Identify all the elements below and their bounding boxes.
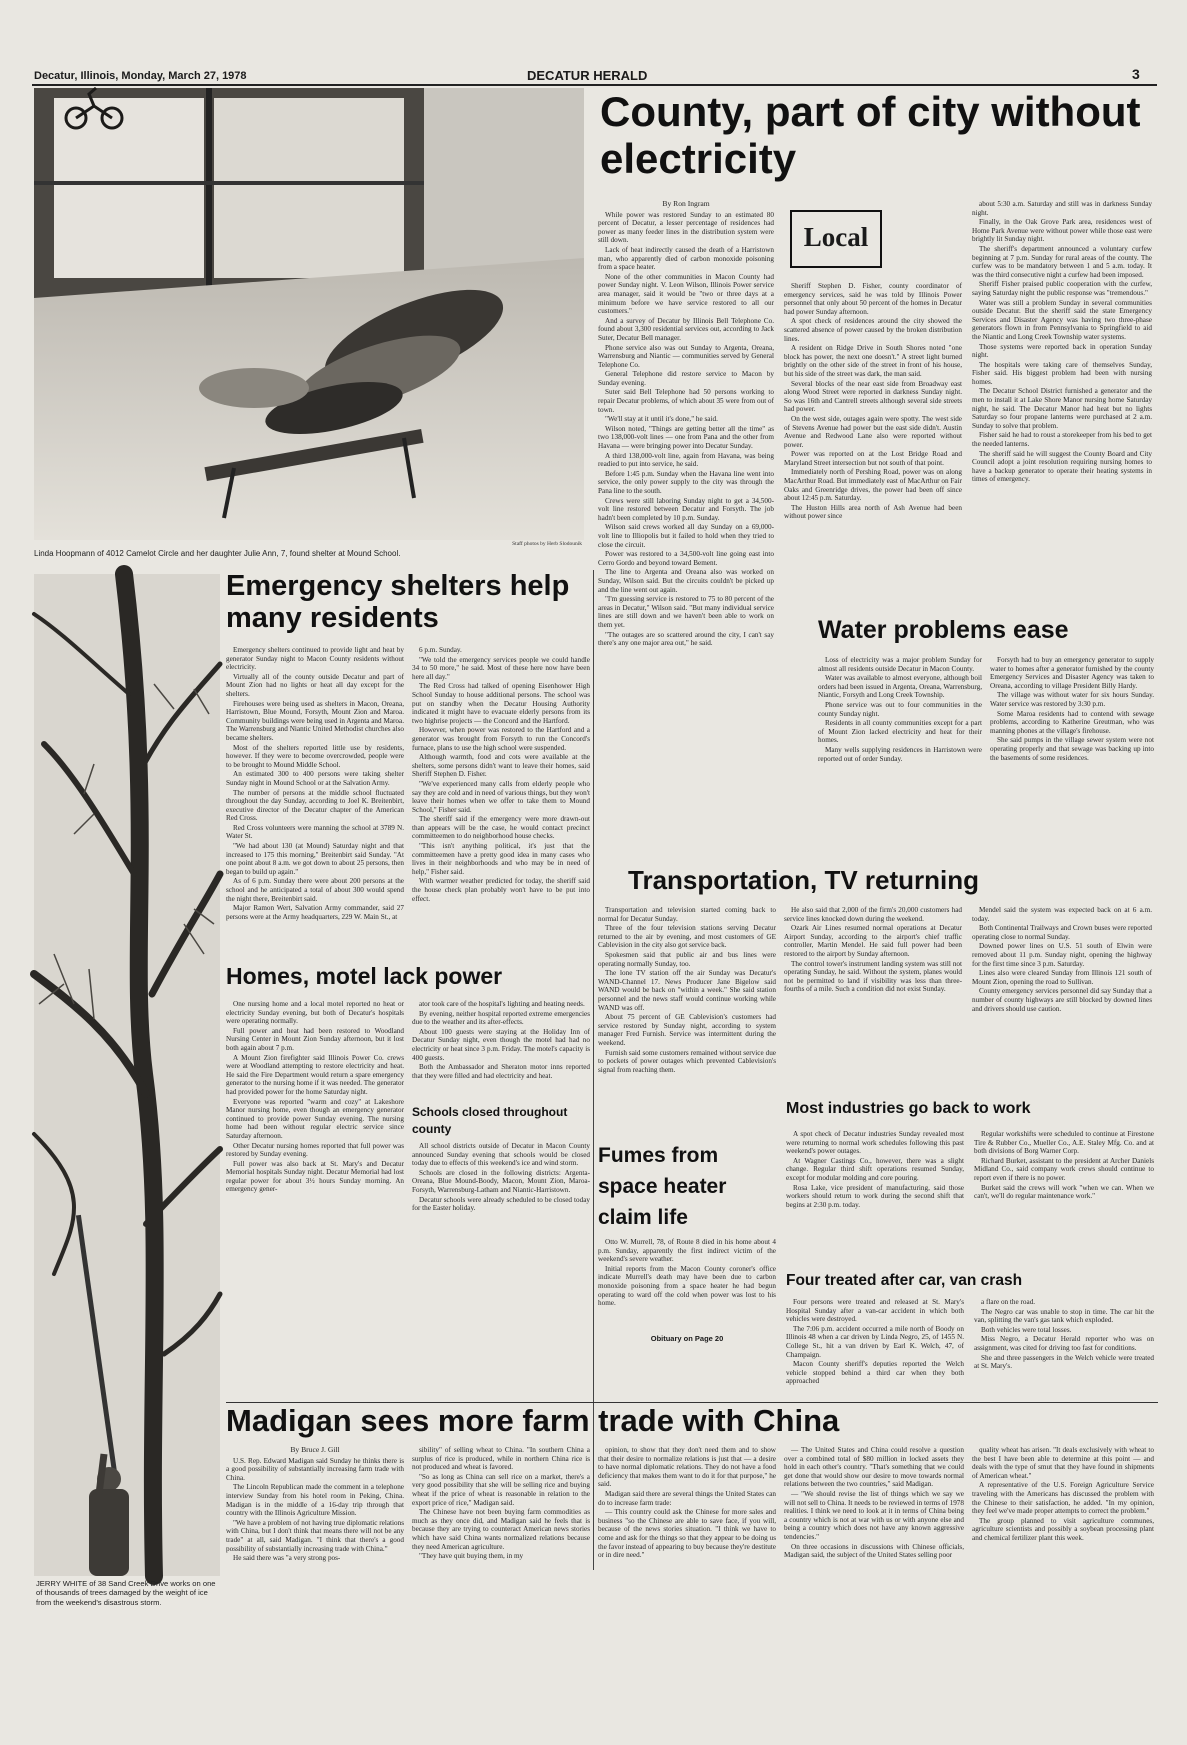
water-headline: Water problems ease [818,616,1069,644]
transport-column-3: Mendel said the system was expected back on at 6 a.m. today. Both Continental Trailways and Crown buses were reported operating close to normal Sunday. Downed power lines on U.S. 51 south of Elwin were removed about 11 p.m. Sunday night, opening the highway for the first time since 3 p.m. Saturday. Lines also were cleared Sunday from Illinois 121 south of Mount Zion, opening the road to Sullivan. County emergency services personnel did say Sunday that a number of county highways are still blocked by downed lines and drivers should use caution. [972,906,1152,1013]
lead-column-1: By Ron Ingram While power was restored Sunday to an estimated 80 percent of Decatur, a lesser percentage of residences had power as many feeder lines in the distribution system were still down. Lack of heat indirectly caused the death of a Harristown man, who apparently died of carbon monoxide poisoning from a space heater. None of the other communities in Macon County had power Sunday night. V. Leon Wilson, Illinois Power service area manager, said it would be "two or three days at a minimum before we have service restored to all our customers." And a survey of Decatur by Illinois Bell Telephone Co. found about 3,300 residential services out, according to Jack Suter, Decatur Bell manager. Phone service also was out Sunday to Argenta, Oreana, Warrensburg and Niantic — communities served by General Telephone Co. General Telephone did restore service to Macon by Sunday evening. Suter said Bell Telephone had 50 persons working to repair Decatur problems, of which about 35 were from out of town. "We'll stay at it until it's done," he said. Wilson noted, "Things are getting better all the time" as two 138,000-volt lines — one from Pana and the other from Havana — were bringing power into Decatur Sunday. A third 138,000-volt line, again from Havana, was being readied to put into service, he said. Before 1:45 p.m. Sunday when the Havana line went into service, the only power supply to the city was through the Pana line to the south. Crews were still laboring Sunday night to get a 34,500-volt line restored between Decatur and Forsyth. The job hadn't been completed by 10 p.m. Sunday. Wilson said crews worked all day Sunday on a 69,000-volt line to Illiopolis but it failed to hold when they tried to close the circuit. Power was restored to a 34,500-volt line going east into Cerro Gordo and beyond toward Bement. The line to Argenta and Oreana also was worked on Sunday, Wilson said. But the circuits couldn't be picked up and the line went out again. "I'm guessing service is restored to 75 to 80 percent of the areas in Decatur," Wilson said. "But many individual service lines are still down and we haven't been able to work on them yet. "The outages are so scattered around the city, I can't say there's any one major area out," he said. [598,199,774,648]
homes-column-2: ator took care of the hospital's lighting and heating needs. By evening, neither hospital reported extreme emergencies due to the weather and its after-effects. About 100 guests were staying at the Holiday Inn of Decatur Sunday night, even though the motel had had no electricity or heat since 3 p.m. Friday. The motel's capacity is 400 guests. Both the Ambassador and Sheraton motor inns reported that they were filled and had electricity and heat. [412,1000,590,1080]
shelter-photo [34,88,584,540]
four-column-2: a flare on the road. The Negro car was unable to stop in time. The car hit the van, splitting the van's gas tank which exploded. Both vehicles were total losses. Miss Negro, a Decatur Herald reporter who was on assignment, was cited for driving too fast for conditions. She and three passengers in the Welch vehicle were treated at St. Mary's. [974,1298,1154,1371]
local-section-label: Local [790,210,882,268]
industries-column-2: Regular workshifts were scheduled to continue at Firestone Tire & Rubber Co., Mueller Co., A.E. Staley Mfg. Co. and at both divisions of Borg Warner Corp. Richard Burket, assistant to the president at Archer Daniels Midland Co., said company work crews should continue to report even if there is no power. Burket said the crews will work "when we can. When we can't, we'll do regular maintenance work." [974,1130,1154,1201]
lead-column-2: Sheriff Stephen D. Fisher, county coordinator of emergency services, said he was told by Illinois Power personnel that only about 50 percent of the homes in Decatur had power Sunday afternoon. A spot check of residences around the city showed the scattered absence of power caused by the broken distribution lines. A resident on Ridge Drive in South Shores noted "one block has power, the next one doesn't." A street light burned brightly on the other side of the street in front of his house, but his side of the street was dark, the man said. Several blocks of the near east side from Broadway east along Wood Street were reported in darkness Sunday night. So was 16th and Cantrell streets although several side streets had power. On the west side, outages again were spotty. The west side of Stevens Avenue had power but the east side didn't. Austin Avenue and Redwood Lane also were reported without power. Power was reported on at the Lost Bridge Road and Maryland Street intersection but not south of that point. Immediately north of Pershing Road, power was on along MacArthur Road. But immediately east of MacArthur on Fair Oaks and Greenridge drives, the power had been off since about 12:45 p.m. Saturday. The Huston Hills area north of Ash Avenue had been without power since [784,282,962,521]
four-column-1: Four persons were treated and released at St. Mary's Hospital Sunday after a van-car accident in which both vehicles were destroyed. The 7:06 p.m. accident occurred a mile north of Boody on Illinois 48 when a car driven by Linda Negro, 25, of 1455 N. College St., hit a van driven by Earl K. Welch, 47, of Champaign. Macon County sheriff's deputies reported the Welch vehicle stopped behind a third car when they both approached [786,1298,964,1386]
photo-credit: Staff photos by Herb Slodounik [512,541,582,547]
shelter-photo-caption: Linda Hoopmann of 4012 Camelot Circle and her daughter Julie Ann, 7, found shelter at Mound School. [34,549,401,558]
shelters-headline: Emergency shelters help many residents [226,570,570,635]
fumes-headline: Fumes from space heater claim life [598,1144,727,1229]
fumes-story: Otto W. Murrell, 78, of Route 8 died in his home about 4 p.m. Sunday, apparently the first indirect victim of the weekend's severe weather. Initial reports from the Macon County coroner's office indicate Murrell's death may have been due to carbon monoxide poisoning from a space heater he had begun operating to ward off the cold when power was lost to his home. [598,1238,776,1308]
paper-name: DECATUR HERALD [527,68,648,83]
madigan-column-3: opinion, to show that they don't need them and to show that their desire to normalize relations is just that — a desire to have normal diplomatic relations. They do not have a food deficiency that makes them want to do it for that purpose," he said. Madigan said there are several things the United States can do to increase farm trade: — This country could ask the Chinese for more sales and business "so the Chinese are able to save face, if you will, because of the news stories situation. "I think we have to come and ask for the things so that they appear to be doing us the favor instead of appearing to buy because they're destitute or in dire need." [598,1446,776,1560]
industries-headline: Most industries go back to work [786,1100,1031,1117]
dateline: Decatur, Illinois, Monday, March 27, 1978 [34,70,247,82]
lead-column-3: about 5:30 a.m. Saturday and still was in darkness Sunday night. Finally, in the Oak Grove Park area, residences west of Home Park Avenue were without power while those east were brightly lit Sunday night. The sheriff's department announced a voluntary curfew beginning at 7 p.m. Sunday for rural areas of the county. The curfew was to be mandatory between 1 and 5 a.m. today. It was the third consecutive night a curfew had been imposed. Sheriff Fisher praised public cooperation with the curfew, saying Saturday night the public response was "tremendous." Water was still a problem Sunday in several communities outside Decatur. But the sheriff said the state Emergency Services and Disaster Agency was having two three-phase generators flown in from Pennsylvania to Springfield to aid the Niantic and Long Creek Township water systems. Those systems were reported back in operation Sunday night. The hospitals were taking care of themselves Sunday, Fisher said. His biggest problem had been with nursing homes. The Decatur School District furnished a generator and the men to install it at Lake Shore Manor nursing home Saturday night, he said. The Decatur Manor had heat but no lights Saturday so four propane lanterns were purchased at 2 a.m. Sunday to solve that problem. Fisher said he had to roust a storekeeper from his bed to get the needed lanterns. The sheriff said he will suggest the County Board and City Council adopt a joint resolution requiring nursing homes to have a backup generator to operate their heating systems in times of emergency. [972,200,1152,484]
shelters-column-2: 6 p.m. Sunday. "We told the emergency services people we could handle 34 to 50 more," he said. Most of these here now have been here all day." The Red Cross had talked of opening Eisenhower High School Sunday to house additional persons. The school was put on standby when the Decatur Housing Authority indicated it might have to evacuate elderly persons from its two highrise projects — the Concord and the Hartford. However, when power was restored to the Hartford and a generator was brought from Forsyth to run the Concord's furnace, plans to use the high school were suspended. Although warmth, food and cots were available at the shelters, some persons didn't want to leave their homes, said Sheriff Stephen D. Fisher. "We've experienced many calls from elderly people who say they are cold and in need of various things, but they won't leave their homes when we offer to take them to Mound School," Fisher said. The sheriff said if the emergency were more drawn-out than appears will be the case, he would contact precinct committeemen to do neighborhood house checks. "This isn't anything political, it's just that the committeemen have a pretty good idea in many cases who lives in their neighborhoods and who may be in need of help," Fisher said. With warmer weather predicted for today, the sheriff said the house check plan probably won't have to be put into effect. [412,646,590,903]
tree-photo-caption: JERRY WHITE of 38 Sand Creek Drive works on one of thousands of trees damaged by the weight of ice from the weekend's disastrous storm. [36,1579,216,1607]
four-headline: Four treated after car, van crash [786,1272,1023,1289]
schools-story: All school districts outside of Decatur in Macon County announced Sunday evening that schools would be closed today due to effects of this weekend's ice and wind storm. Schools are closed in the following districts: Argenta-Oreana, Blue Mound-Boody, Macon, Mount Zion, Maroa-Forsyth, Warrensburg-Latham and Niantic-Harristown. Decatur schools were already scheduled to be closed today for the Easter holiday. [412,1142,590,1213]
page-number: 3 [1132,66,1140,82]
industries-column-1: A spot check of Decatur industries Sunday revealed most were returning to normal work schedules following this past weekend's power outages. At Wagner Castings Co., however, there was a slight change. Regular third shift operations resumed Sunday, except for modular molding and core pouring. Rosa Lake, vice president of manufacturing, said those workers should return to work during the second shift that begins at 2:30 p.m. today. [786,1130,964,1209]
madigan-column-1: By Bruce J. Gill U.S. Rep. Edward Madigan said Sunday he thinks there is a good possibility of substantially increasing farm trade with China. The Lincoln Republican made the comment in a telephone interview Sunday from his hotel room in Peking, China. Madigan is in the middle of a 16-day trip through that country with the Illinois Agriculture Mission. "We have a problem of not having true diplomatic relations with China, but I don't think that means there will not be any trade" at all, said Madigan. "I think that there's a good possibility of substantially increasing trade with China." He said there was "a very strong pos- [226,1445,404,1563]
lead-headline: County, part of city without electricity [600,88,1141,183]
madigan-byline: By Bruce J. Gill [290,1445,340,1454]
homes-column-1: One nursing home and a local motel reported no heat or electricity Sunday evening, but both of Decatur's hospitals were operating normally. Full power and heat had been restored to Woodland Nursing Center in Mount Zion Sunday afternoon, but it lost both again about 7 p.m. A Mount Zion firefighter said Illinois Power Co. crews were at Woodland attempting to restore electricity and heat. He said the Fire Department would return a spare emergency generator to the nursing home if it was needed. The generator had provided power for the home Saturday night. Everyone was reported "warm and cozy" at Lakeshore Manor nursing home, even though an emergency generator continued to provide power Sunday evening. The nursing home had been without regular electric service since Saturday afternoon. Other Decatur nursing homes reported that full power was restored by Sunday evening. Full power was also back at St. Mary's and Decatur Memorial hospitals Sunday night. Decatur Memorial had lost regular power for about 3½ hours Sunday morning. An emergency gener- [226,1000,404,1194]
homes-headline: Homes, motel lack power [226,963,503,989]
madigan-column-4: — The United States and China could resolve a question over a combined total of $80 million in locked assets they hold in each other's country. "That's something that we could get done that would show our desire to move towards normal relations between the two countries," said Madigan. — "We should revise the list of things which we say we will not sell to China. It needs to be reviewed in terms of 1978 realities. I think we need to look at it in terms of China being a country which is not at war with us or with anyone else and being a country which does not have any known aggressive tendencies." On three occasions in discussions with Chinese officials, Madigan said, the subject of the United States selling poor [784,1446,964,1560]
water-column-1: Loss of electricity was a major problem Sunday for almost all residents outside Decatur in Macon County. Water was available to almost everyone, although boil orders had been issued in Argenta, Oreana, Warrensburg, Niantic, Forsyth and Long Creek Township. Phone service was out to four communities in the county Sunday night. Residents in all county communities except for a part of Mount Zion lacked electricity and heat for their homes. Many wells supplying residences in Harristown were reported out of order Sunday. [818,656,982,763]
madigan-column-2: sibility" of selling wheat to China. "In southern China a surplus of rice is produced, while in northern China rice is not produced and wheat is favored. "So as long as China can sell rice on a market, there's a very good possibility that she will be selling rice and buying wheat if the price of wheat is reasonable in relation to the export price of rice," Madigan said. The Chinese have not been buying farm commodities as much as they once did, and Madigan said he feels that is because they are trying to counteract American news stories which have said China wants normalized relations because they need American agriculture. "They have quit buying them, in my [412,1446,590,1561]
schools-headline: Schools closed throughout county [412,1105,568,1136]
transport-column-2: He also said that 2,000 of the firm's 20,000 customers had service lines knocked down during the weekend. Ozark Air Lines resumed normal operations at Decatur Airport Sunday, according to the airport's chief traffic controller, Martin Mendel. He said full power had been restored to the airport by Sunday afternoon. The control tower's instrument landing system was still not operating Sunday, he said. Without the system, planes would not be permitted to land if visibility was less than three-fourths of a mile. Such a condition did not exist Sunday. [784,906,962,994]
madigan-headline: Madigan sees more farm trade with China [226,1403,840,1438]
transport-column-1: Transportation and television started coming back to normal for Decatur Sunday. Three of the four television stations serving Decatur returned to the air by evening, and most customers of GE Cablevision in the city also got service back. Spokesmen said that public air and bus lines were operating normally Sunday, too. The lone TV station off the air Sunday was Decatur's WAND-Channel 17. News Producer Jane Bigelow said WAND would be back on "within a week." She said station personnel and the news staff would continue working while WAND was off. About 75 percent of GE Cablevision's customers had service restored by Sunday night, according to system manager Fred Furnish. Service was intermittent during the weekend. Furnish said some customers remained without service due to pockets of power outages which prevented Cablevision's signal from reaching them. [598,906,776,1074]
transport-headline: Transportation, TV returning [628,865,980,895]
madigan-column-5: quality wheat has arisen. "It deals exclusively with wheat to the best I have been able to determine at this point — and deals with the type of smut that they have found in shipments of American wheat." A representative of the U.S. Foreign Agriculture Service traveling with the Americans has discussed the problem with the Chinese to their satisfaction, he added. "In my opinion, they feel we've made proper attempts to correct the problem." The group planned to visit agriculture communes, agriculture scientists and possibly a soybean processing plant and chemical fertilizer plant this week. [972,1446,1154,1542]
lead-byline: By Ron Ingram [662,199,710,208]
water-column-2: Forsyth had to buy an emergency generator to supply water to homes after a generator furnished by the county Emergency Services and Disaster Agency was taken to Oreana, according to village President Billy Hardy. The village was without water for six hours Sunday. Water service was restored by 3:30 p.m. Some Maroa residents had to contend with sewage problems, according to Katherine Greutman, who was manning phones at the village's firehouse. She said pumps in the village sewer system were not operating properly and that sewage was backing up into the basements of some residences. [990,656,1154,762]
masthead-rule [32,84,1157,86]
shelters-column-1: Emergency shelters continued to provide light and heat by generator Sunday night to Macon County residents without electricity. Virtually all of the county outside Decatur and part of Mount Zion had no lights or heat all day except for the shelters. Firehouses were being used as shelters in Macon, Oreana, Harristown, Blue Mound, Forsyth, Mount Zion and Maroa. Community buildings were being used in Argenta and Maroa. The Warrensburg and Niantic United Methodist churches also became shelters. Most of the shelters reported little use by residents, however. If they were to become overcrowded, people were to be brought to Mound Middle School. An estimated 300 to 400 persons were taking shelter Sunday night in Mound School or at the Salvation Army. The number of persons at the middle school fluctuated throughout the day Sunday, according to Joel K. Breitenbirt, executive director of the Decatur chapter of the American Red Cross. Red Cross volunteers were manning the school at 3789 N. Water St. "We had about 130 (at Mound) Saturday night and that increased to 175 this morning," Breitenbirt said Sunday. "At one point about 8 a.m. we got down to about 25 persons, then began to build up again." As of 6 p.m. Sunday there were about 200 persons at the school and he anticipated a total of about 300 would spend the night there, Breitenbirt said. Major Ramon Wert, Salvation Army commander, said 27 persons were at the Army headquarters, 229 W. Main St., at [226,646,404,921]
tree-photo [34,574,220,1576]
obituary-jump: Obituary on Page 20 [650,1334,724,1343]
